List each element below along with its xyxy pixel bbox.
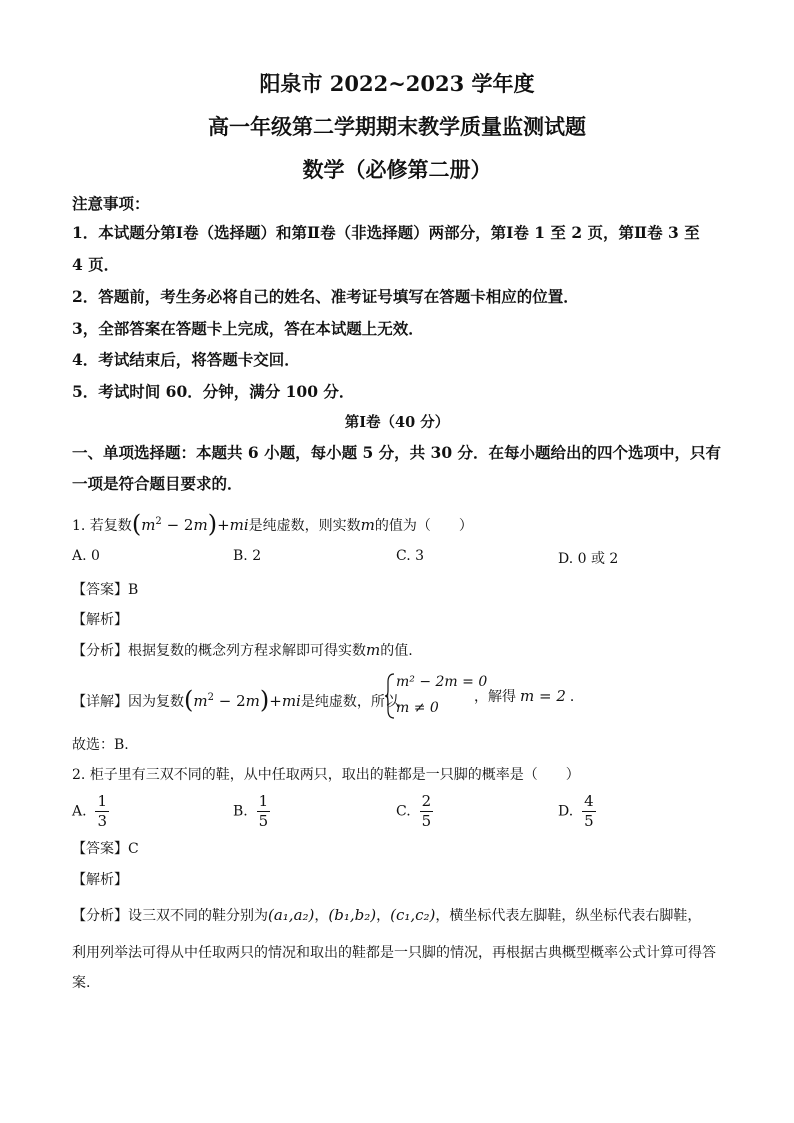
q1-fenxi: 【分析】根据复数的概念列方程求解即可得实数m的值. bbox=[72, 641, 413, 659]
section-title: 第Ⅰ卷（40 分） bbox=[344, 414, 450, 431]
exam-title-line1: 阳泉市 2022~2023 学年度 bbox=[259, 71, 535, 96]
notice-heading: 注意事项： bbox=[72, 194, 150, 213]
q1-var-m: m bbox=[360, 516, 375, 534]
q2-stem: 2. 柜子里有三双不同的鞋，从中任取两只，取出的鞋都是一只脚的概率是（ ） bbox=[72, 767, 580, 783]
answer-label: 【答案】 bbox=[72, 582, 128, 598]
answer-value: B bbox=[128, 582, 139, 598]
fraction: $\frac{1}{3}$ bbox=[97, 792, 108, 830]
fraction: $\frac{1}{5}$ bbox=[258, 792, 269, 830]
fraction: $\frac{2}{5}$ bbox=[421, 792, 432, 830]
q1-prefix: 1. 若复数 bbox=[72, 518, 132, 534]
q1-detail-expression: $(m^2 - 2m)+mi$ bbox=[184, 686, 301, 714]
q1-suffix-b: 的值为（ ） bbox=[374, 518, 473, 534]
notice-item-4: 4．考试结束后，将答题卡交回． bbox=[72, 350, 300, 369]
q1-detail-result: ，解得 m = 2 ． bbox=[474, 687, 584, 705]
q2-option-a: A. $\frac{1}{3}$ bbox=[72, 792, 108, 830]
exam-title-line2: 高一年级第二学期期末教学质量监测试题 bbox=[208, 114, 586, 139]
q2-option-b: B. $\frac{1}{5}$ bbox=[233, 792, 269, 830]
q2-fenxi-line2: 利用列举法可得从中任取两只的情况和取出的鞋都是一只脚的情况，再根据古典概型概率公式计算可得答 bbox=[72, 945, 716, 961]
notice-item-2: 2．答题前，考生务必将自己的姓名、准考证号填写在答题卡相应的位置． bbox=[72, 287, 579, 306]
q1-system-line2: m ≠ 0 bbox=[396, 700, 439, 716]
q1-answer bbox=[72, 579, 138, 599]
q2-option-c: C. $\frac{2}{5}$ bbox=[396, 792, 432, 830]
notice-item-1a: 1．本试题分第Ⅰ卷（选择题）和第Ⅱ卷（非选择题）两部分，第Ⅰ卷 1 至 2 页，第Ⅱ卷 3 至 bbox=[72, 223, 700, 242]
q2-analysis-label: 【解析】 bbox=[72, 872, 128, 888]
q1-option-b: B. 2 bbox=[233, 548, 262, 564]
q2-fenxi-line3: 案. bbox=[72, 975, 91, 991]
q1-option-a: A. 0 bbox=[72, 548, 100, 564]
q2-option-d: D. $\frac{4}{5}$ bbox=[558, 792, 594, 830]
section-intro-b: 一项是符合题目要求的． bbox=[72, 474, 243, 493]
system-brace-icon bbox=[384, 672, 396, 720]
q2-answer: 【答案】C bbox=[72, 841, 139, 857]
detail-label: 【详解】 bbox=[72, 694, 128, 710]
q2-fenxi-line1: 【分析】设三双不同的鞋分别为(a₁,a₂)，(b₁,b₂)，(c₁,c₂)，横坐标代表左脚鞋，纵坐标代表右脚鞋， bbox=[72, 906, 702, 924]
notice-item-5: 5．考试时间 60．分钟，满分 100 分． bbox=[72, 382, 355, 401]
q1-analysis-label: 【解析】 bbox=[72, 612, 128, 628]
q1-option-c: C. 3 bbox=[396, 548, 425, 564]
notice-item-3: 3，全部答案在答题卡上完成，答在本试题上无效． bbox=[72, 319, 424, 338]
fraction: $\frac{4}{5}$ bbox=[584, 792, 594, 830]
q1-conclusion: 故选：B. bbox=[72, 737, 129, 753]
q1-detail: 【详解】因为复数$(m^2 - 2m)+mi$是纯虚数，所以 bbox=[72, 686, 399, 714]
q1-stem bbox=[72, 510, 473, 538]
notice-item-1b: 4 页． bbox=[72, 255, 120, 274]
q1-option-d: D. 0 或 2 bbox=[558, 551, 619, 567]
exam-title-line3: 数学（必修第二册） bbox=[302, 157, 492, 182]
q1-expression: $(m^2 - 2m)+mi$ bbox=[131, 510, 249, 538]
q1-suffix-a: 是纯虚数，则实数 bbox=[248, 518, 361, 534]
section-intro-a: 一、单项选择题：本题共 6 小题，每小题 5 分，共 30 分．在每小题给出的四个选项中，只有 bbox=[72, 443, 722, 462]
q1-system-line1: m² − 2m = 0 bbox=[396, 674, 488, 690]
